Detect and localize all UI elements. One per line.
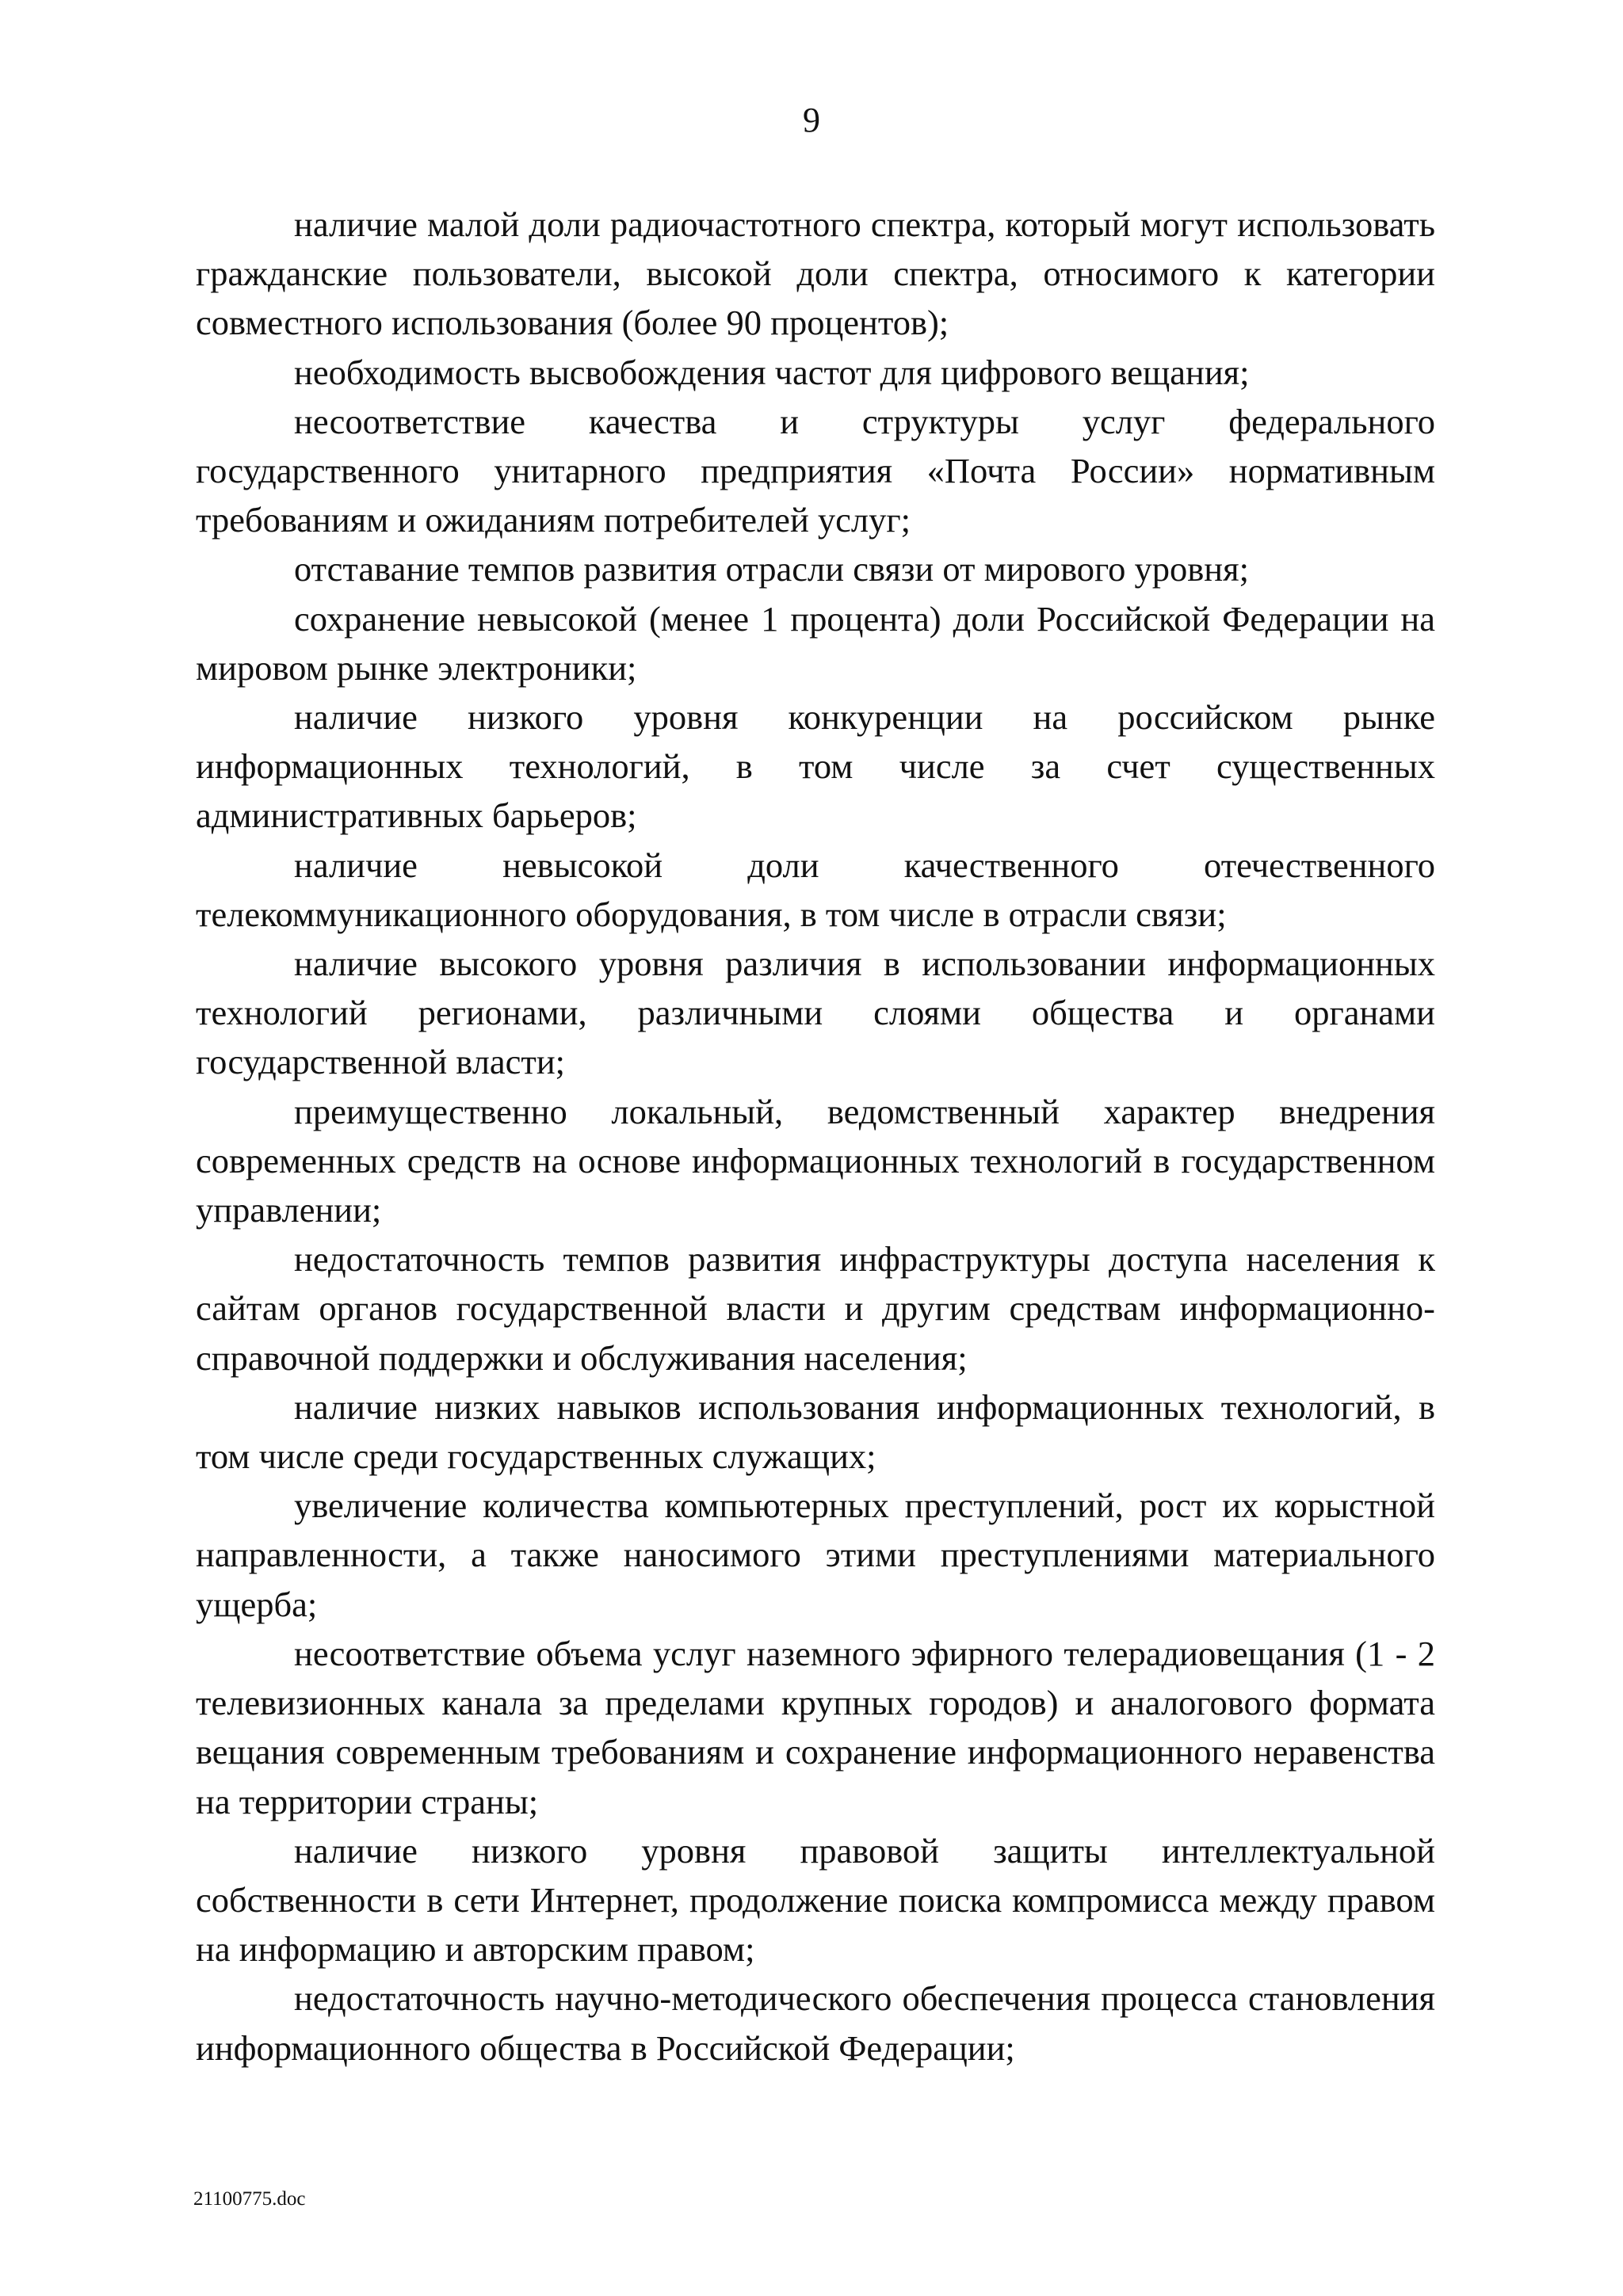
- list-item-paragraph: отставание темпов развития отрасли связи от мирового уровня;: [294, 549, 1249, 589]
- list-item-paragraph: несоответствие объема услуг наземного эфирного телерадиовещания (1 - 2 телевизионных канала за пределами крупных городов) и аналогового формата вещания современным требованиям и сохранение информационного неравенства на территории страны;: [196, 1633, 1435, 1821]
- list-item-paragraph: недостаточность научно-методического обеспечения процесса становления информационного общества в Российской Федерации;: [196, 1978, 1435, 2068]
- list-item-paragraph: сохранение невысокой (менее 1 процента) доли Российской Федерации на мировом рынке электроники;: [196, 598, 1435, 688]
- list-item-paragraph: наличие низких навыков использования информационных технологий, в том числе среди государственных служащих;: [196, 1386, 1435, 1477]
- list-item-paragraph: преимущественно локальный, ведомственный характер внедрения современных средств на основе информационных технологий в государственном управлении;: [196, 1091, 1435, 1230]
- document-body: [196, 200, 1435, 2073]
- list-item-paragraph: необходимость высвобождения частот для цифрового вещания;: [294, 352, 1250, 392]
- list-item-paragraph: несоответствие качества и структуры услуг федерального государственного унитарного предприятия «Почта России» нормативным требованиям и ожиданиям потребителей услуг;: [196, 401, 1435, 540]
- list-item-paragraph: наличие высокого уровня различия в использовании информационных технологий регионами, различными слоями общества и органами государственной власти;: [196, 944, 1435, 1082]
- list-item-paragraph: наличие низкого уровня конкуренции на российском рынке информационных технологий, в том числе за счет существенных административных барьеров;: [196, 697, 1435, 836]
- list-item-paragraph: наличие невысокой доли качественного отечественного телекоммуникационного оборудования, в том числе в отрасли связи;: [196, 845, 1435, 934]
- list-item-paragraph: наличие малой доли радиочастотного спектра, который могут использовать гражданские пользователи, высокой доли спектра, относимого к категории совместного использования (более 90 процентов);: [196, 204, 1435, 343]
- list-item-paragraph: наличие низкого уровня правовой защиты интеллектуальной собственности в сети Интернет, продолжение поиска компромисса между правом на информацию и авторским правом;: [196, 1830, 1435, 1970]
- list-item-paragraph: недостаточность темпов развития инфраструктуры доступа населения к сайтам органов государственной власти и другим средствам информационно-справочной поддержки и обслуживания населения;: [196, 1239, 1435, 1378]
- list-item-paragraph: увеличение количества компьютерных преступлений, рост их корыстной направленности, а также наносимого этими преступлениями материального ущерба;: [196, 1486, 1435, 1624]
- document-footer-filename: 21100775.doc: [193, 2188, 306, 2210]
- page-number: 9: [803, 101, 820, 139]
